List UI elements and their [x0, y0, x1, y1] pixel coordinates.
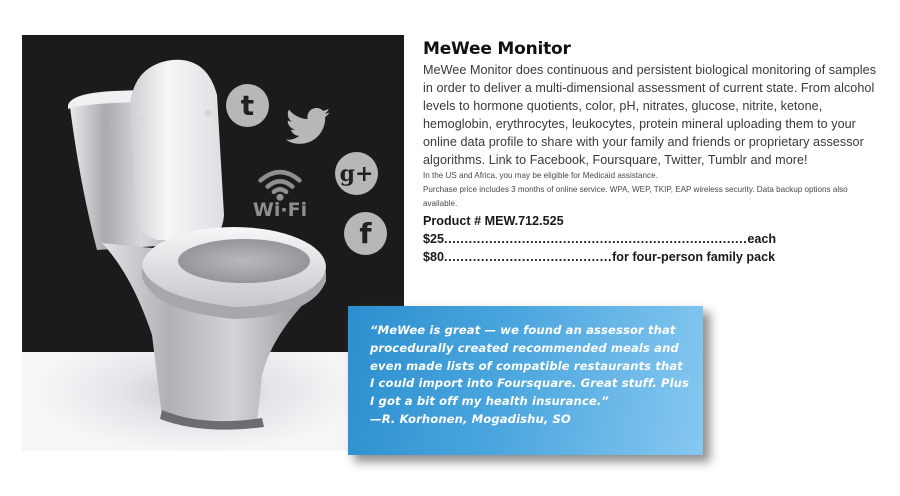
facebook-glyph: f	[359, 217, 372, 250]
price-leader: .........................................	[444, 250, 613, 264]
service-note: Purchase price includes 3 months of online service. WPA, WEP, TKIP, EAP wireless security. Data backup options also available.	[423, 185, 848, 208]
testimonial-box	[348, 306, 703, 455]
price-single	[423, 230, 883, 248]
medicaid-note: In the US and Africa, you may be eligible for Medicaid assistance.	[423, 171, 658, 180]
twitter-icon	[286, 108, 330, 144]
wifi-icon	[254, 163, 306, 225]
price-family-pack	[423, 248, 883, 266]
wifi-signal-glyph	[257, 167, 303, 201]
product-title: MeWee Monitor	[423, 39, 571, 59]
price-leader: ..........................................................................	[444, 232, 748, 246]
product-photo	[22, 35, 404, 451]
testimonial-author: —R. Korhonen, Mogadishu, SO	[370, 411, 571, 426]
wifi-label: Wi·Fi	[252, 199, 308, 221]
price-label: for four-person family pack	[612, 250, 776, 264]
price-amount: $80	[423, 250, 445, 264]
facebook-icon	[344, 212, 387, 255]
tumblr-glyph: t	[240, 89, 255, 122]
testimonial-quote: “MeWee is great — we found an assessor that procedurally created recommended meals and even made lists of compatible restaurants that I could import into Foursquare. Great stuff. Plus I got a bit off my health insurance.”	[370, 323, 690, 409]
twitter-bird-glyph	[286, 108, 330, 144]
tumblr-icon	[226, 84, 269, 127]
price-label: each	[747, 232, 777, 246]
product-number: Product # MEW.712.525	[423, 214, 564, 228]
product-description: MeWee Monitor does continuous and persistent biological monitoring of samples in order to deliver a multi-dimensional assessment of current state. From alcohol levels to hormone quotients, color, pH, nitrates, glucose, nitrite, ketone, hemoglobin, erythrocytes, leukocytes, protein mineral uploading them to your online data profile to share with your family and friends or proprietary assessor algorithms. Link to Facebook, Foursquare, Twitter, Tumblr and more!	[423, 63, 877, 167]
product-details	[423, 38, 883, 266]
google-plus-glyph: g+	[339, 160, 374, 187]
price-amount: $25	[423, 232, 445, 246]
google-plus-icon	[335, 152, 378, 195]
